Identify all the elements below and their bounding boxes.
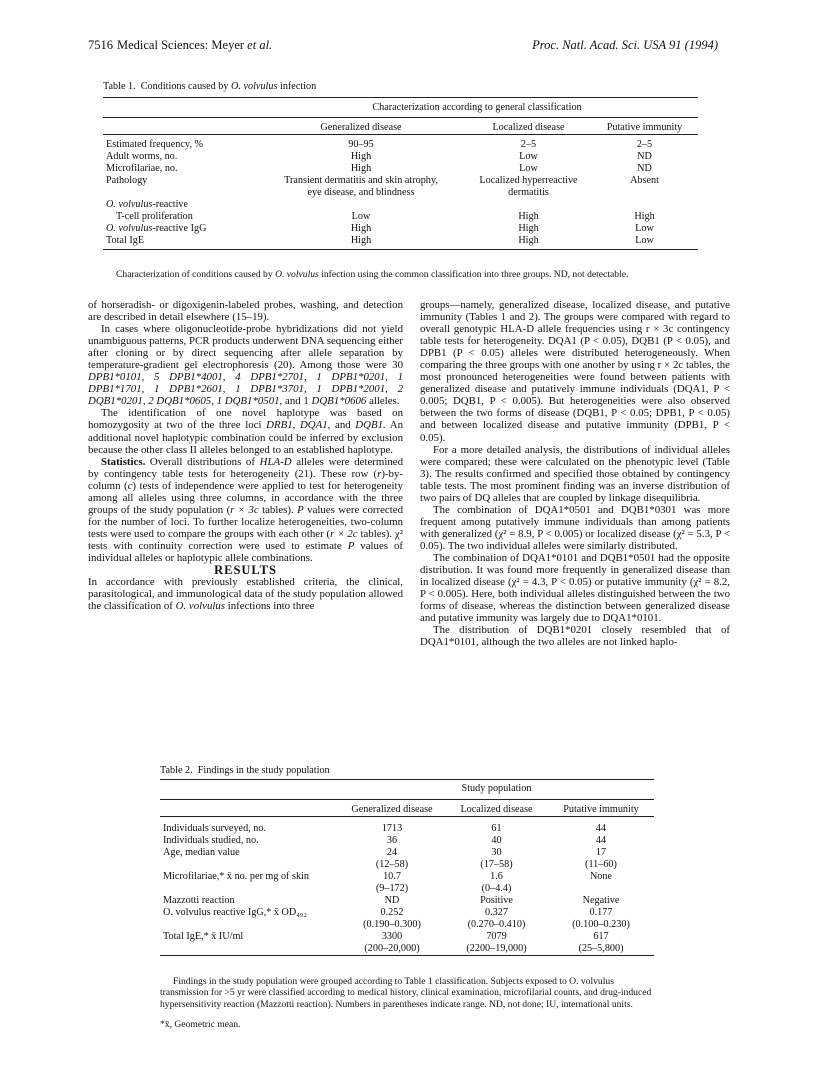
right-column — [420, 299, 730, 648]
table2-footnote-star: *x̄, Geometric mean. — [160, 1019, 241, 1030]
table-row: Mazzotti reaction ND Positive Negative — [163, 895, 620, 906]
paragraph: The distribution of DQB1*0201 closely resembled that of DQA1*0101, although the two alleles are not linked haplo- — [420, 624, 730, 649]
paragraph: The combination of DQA1*0501 and DQB1*0301 was more frequent among putatively immune individuals than among patients with generalized (χ² = 8.9, P < 0.005) or localized disease (χ² = 5.3, P < 0.05). The two individual alleles were similarly distributed. — [420, 503, 730, 552]
table-row: T-cell proliferation Low High High — [116, 211, 655, 222]
table2-group-header: Study population — [339, 783, 654, 800]
paragraph: groups—namely, generalized disease, localized disease, and putative immunity (Tables 1 and 2). The groups were compared with regard to overall genotypic HLA-D allele frequencies using r × 3c contingency table tests for heterogeneity. DQA1 (P < 0.05), DQB1 (P < 0.05), and DPB1 (P < 0.05) alleles were distributed heterogeneously. When comparing the three groups with one another by using r × 2c tables, the most pronounced heterogeneities were found between patients with generalized disease and putatively immune individuals (DQA1, P < 0.005; DQB1, P < 0.005). But heterogeneities were also observed between the two forms of disease (DQB1, P < 0.05; DPB1, P < 0.05) and between localized disease and putative immunity (DPB1, P < 0.05). — [420, 299, 730, 444]
paragraph: The identification of one novel haplotype was based on homozygosity at two of the three loci DRB1, DQA1, and DQB1. An additional novel haplotypic combination could be inferred by exclusion because the other class II alleles belonged to an established haplotype. — [88, 407, 404, 456]
paragraph: of horseradish- or digoxigenin-labeled probes, washing, and detection are described in detail elsewhere (15–19). — [88, 299, 403, 324]
paragraph: For a more detailed analysis, the distributions of individual alleles were compared; these were calculated on the phenotypic level (Table 3). The results confirmed and specified those obtained by contingency table tests. The most prominent finding was an inverse distribution of two pairs of DQ alleles that are coupled by linkage disequilibria. — [420, 443, 730, 504]
running-header — [0, 38, 816, 54]
table1-caption: Table 1. Conditions caused by O. volvulus infection — [103, 81, 317, 92]
page-number: 7516 — [88, 38, 113, 52]
table-row: Age, median value 24 30 17 — [163, 847, 607, 858]
journal-citation: Proc. Natl. Acad. Sci. USA 91 (1994) — [532, 38, 718, 52]
results-heading: RESULTS — [214, 563, 277, 578]
table-row: (12–58) (17–58) (11–60) — [375, 859, 617, 870]
table1-top-rule — [103, 97, 698, 98]
table-row: Individuals studied, no. 36 40 44 — [163, 835, 607, 846]
paragraph: In accordance with previously established criteria, the clinical, parasitological, and immunological data of the study population allowed the classification of O. volvulus infections into three — [88, 576, 403, 613]
left-column — [88, 299, 403, 612]
table-row: Microfilariae, no. High Low ND — [106, 163, 652, 174]
table-row: (0.190–0.300) (0.270–0.410) (0.100–0.230) — [363, 919, 630, 930]
table-row: Total IgE High High Low — [103, 235, 698, 250]
table-row: (9–172) (0–4.4) — [375, 883, 512, 894]
paragraph: Statistics. Overall distributions of HLA-D alleles were determined by contingency table tests for heterogeneity (21). These row (r)-by-column (c) tests of independence were applied to test for heterogeneity among all alleles using three columns, in accordance with the three groups of the study population (r × 3c tables). P values were corrected for the number of loci. To further localize heterogeneities, two-column tests were used to compare the groups with each other (r × 2c tables). χ² tests with continuity correction were used to estimate P values of individual alleles or haplotypic allele combinations. — [88, 455, 403, 564]
table-row: Individuals surveyed, no. 1713 61 44 — [163, 823, 607, 834]
table-row: Total IgE,* x̄ IU/ml 3300 7079 617 — [163, 931, 609, 942]
table2-footnote: Findings in the study population were grouped according to Table 1 classification. Subjects exposed to O. volvulus transmission for >5 yr were classified according to medical history, clinical examination, microfilarial counts, and drug-induced hypersensitivity reaction (Mazzotti reaction). Numbers in parentheses indicate range. ND, not done; IU, international units. — [160, 976, 652, 1010]
paragraph: In cases where oligonucleotide-probe hybridizations did not yield unambiguous patterns, PCR products underwent DNA sequencing either after cloning or by direct sequencing after allele separation by temperature-gradient gel electrophoresis (20). Among those were 30 DPB1*0101, 5 DPB1*4001, 4 DPB1*2701, 1 DPB1*0201, 1 DPB1*1701, 1 DPB1*2601, 1 DPB1*3701, 1 DPB1*2001, 2 DQB1*0201, 2 DQB1*0605, 1 DQB1*0501, and 1 DQB1*0606 alleles. — [88, 323, 403, 408]
table2-caption: Table 2. Findings in the study population — [160, 765, 330, 776]
table-row: Microfilariae,* x̄ no. per mg of skin 10.7 1.6 None — [163, 871, 613, 882]
statistics-heading: Statistics. — [101, 455, 146, 468]
table-row: Pathology Transient dermatitis and skin atrophy, Localized hyperreactive Absent — [106, 175, 659, 186]
table-row: O. volvulus-reactive IgG High High Low — [106, 223, 654, 234]
table1-column-headers: Generalized disease Localized disease Putative immunity — [103, 122, 698, 135]
table-row: O. volvulus-reactive — [106, 199, 189, 210]
table-row: Estimated frequency, % 90–95 2–5 2–5 — [106, 139, 653, 150]
table2-top-rule — [160, 779, 654, 780]
section-author: Medical Sciences: Meyer et al. — [117, 38, 273, 52]
table-row: (200–20,000) (2200–19,000) (25–5,800) — [160, 943, 654, 956]
table1 — [103, 102, 698, 250]
table1-footnote: Characterization of conditions caused by O. volvulus infection using the common classification into three groups. ND, not detectable. — [116, 269, 629, 280]
table1-group-header: Characterization according to general classification — [256, 102, 698, 118]
table-row: O. volvulus reactive IgG,* x̄ OD₄₉₂ 0.252 0.327 0.177 — [163, 907, 613, 918]
table2 — [160, 783, 654, 956]
paragraph: The combination of DQA1*0101 and DQB1*0501 had the opposite distribution. It was found more frequently in generalized disease than in localized disease (χ² = 4.3, P < 0.05) or putative immunity (χ² = 8.2, P < 0.005). Here, both individual alleles distinguished between the two forms of disease, whereas the distinction between generalized disease and putative immunity was largely due to DQA1*0101. — [420, 551, 730, 625]
table2-column-headers: Generalized disease Localized disease Putative immunity — [160, 804, 654, 817]
table-row: eye disease, and blindness dermatitis — [307, 187, 549, 198]
table-row: Adult worms, no. High Low ND — [106, 151, 652, 162]
